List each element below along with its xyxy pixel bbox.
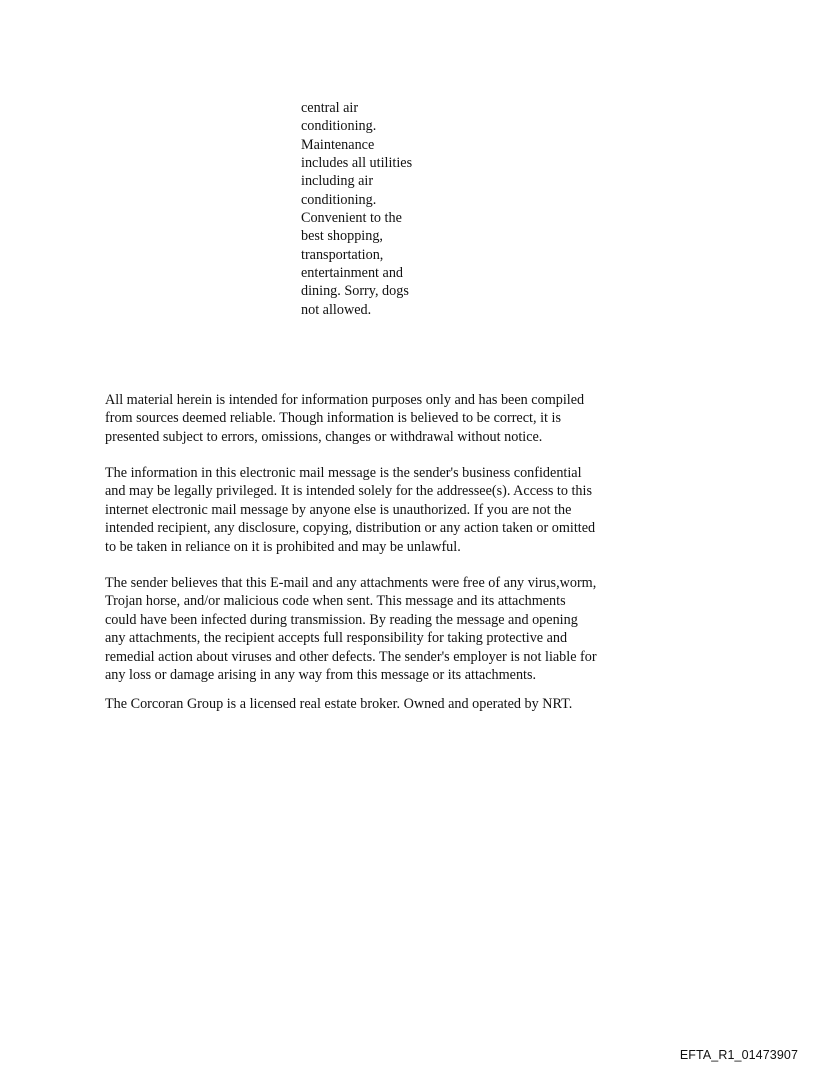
paragraph-line: All material herein is intended for information purposes only and has been compiled — [105, 392, 585, 408]
disclaimer-confidentiality — [105, 464, 685, 556]
paragraph-line: to be taken in reliance on it is prohibited and may be unlawful. — [105, 538, 461, 555]
paragraph-line: any attachments, the recipient accepts full responsibility for taking protective and — [105, 630, 568, 647]
disclaimer-virus-notice — [105, 574, 685, 685]
listing-line: transportation, — [301, 246, 384, 263]
paragraph-line: internet electronic mail message by anyone else is unauthorized. If you are not the — [105, 501, 572, 518]
paragraph-line: The sender believes that this E-mail and any attachments were free of any virus,worm, — [105, 575, 597, 591]
listing-description — [301, 99, 441, 319]
paragraph-line: remedial action about viruses and other defects. The sender's employer is not liable for — [105, 648, 597, 665]
paragraph-line: from sources deemed reliable. Though information is believed to be correct, it is — [105, 410, 561, 427]
paragraph-line: Trojan horse, and/or malicious code when sent. This message and its attachments — [105, 593, 566, 610]
listing-line: Convenient to the — [301, 210, 402, 227]
listing-line: conditioning. — [301, 191, 377, 208]
listing-line: including air — [301, 173, 374, 190]
listing-line: best shopping, — [301, 228, 383, 245]
listing-line: entertainment and — [301, 265, 404, 282]
listing-line: dining. Sorry, dogs — [301, 283, 409, 300]
listing-line: conditioning. — [301, 118, 377, 135]
listing-line: includes all utilities — [301, 155, 413, 172]
paragraph-line: any loss or damage arising in any way from this message or its attachments. — [105, 667, 537, 684]
document-id: EFTA_R1_01473907 — [679, 1048, 798, 1062]
paragraph-line: The Corcoran Group is a licensed real estate broker. Owned and operated by NRT. — [105, 696, 573, 712]
paragraph-line: intended recipient, any disclosure, copying, distribution or any action taken or omitted — [105, 520, 596, 537]
listing-line: Maintenance — [301, 136, 375, 153]
paragraph-line: presented subject to errors, omissions, changes or withdrawal without notice. — [105, 428, 543, 445]
paragraph-line: could have been infected during transmission. By reading the message and opening — [105, 611, 578, 628]
disclaimer-broker-notice — [105, 695, 685, 713]
listing-line: not allowed. — [301, 301, 372, 318]
paragraph-line: and may be legally privileged. It is intended solely for the addressee(s). Access to this — [105, 483, 592, 500]
paragraph-line: The information in this electronic mail message is the sender's business confidential — [105, 465, 582, 481]
listing-line: central air — [301, 100, 359, 116]
disclaimer-information-purposes — [105, 391, 685, 446]
